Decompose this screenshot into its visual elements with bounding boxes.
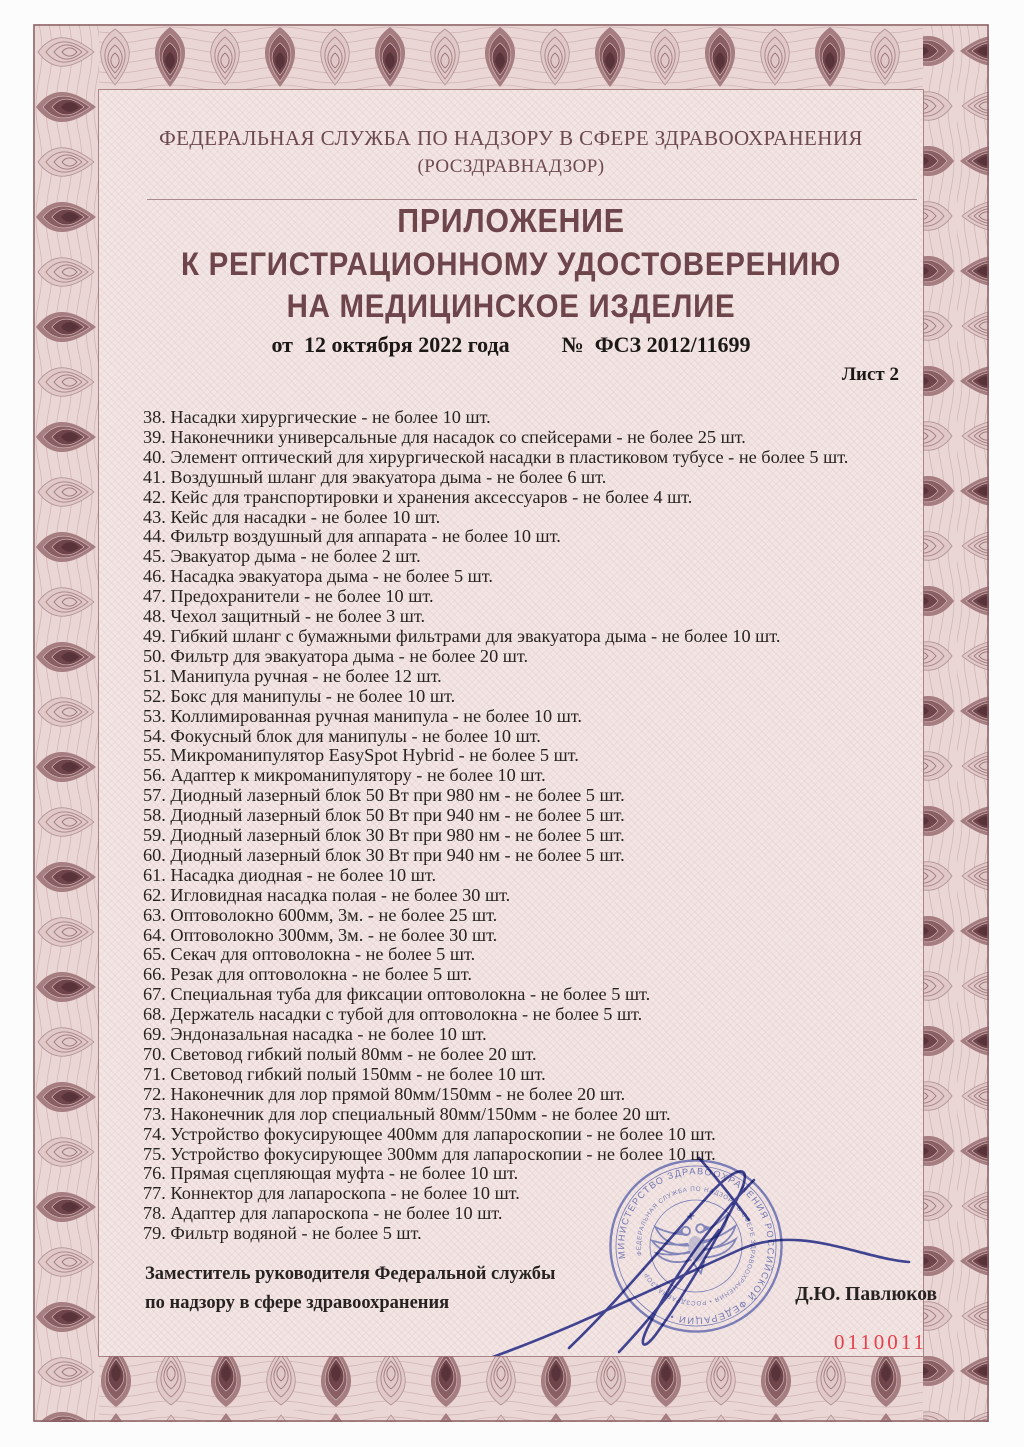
list-item: 70. Световод гибкий полый 80мм - не более 20 шт. xyxy=(143,1044,537,1064)
signatory-role-line2: по надзору в сфере здравоохранения xyxy=(145,1293,450,1313)
signatory-role-line1: Заместитель руководителя Федеральной службы xyxy=(145,1264,556,1284)
list-item: 44. Фильтр воздушный для аппарата - не более 10 шт. xyxy=(143,526,561,547)
agency-name: ФЕДЕРАЛЬНАЯ СЛУЖБА ПО НАДЗОРУ В СФЕРЕ ЗДРАВООХРАНЕНИЯ xyxy=(159,126,863,150)
list-item: 42. Кейс для транспортировки и хранения аксессуаров - не более 4 шт. xyxy=(143,486,693,507)
list-item: 40. Элемент оптический для хирургической насадки в пластиковом тубусе - не более 5 шт. xyxy=(143,446,849,467)
list-item: 60. Диодный лазерный блок 30 Вт при 940 нм - не более 5 шт. xyxy=(143,844,625,865)
list-item: 51. Манипула ручная - не более 12 шт. xyxy=(143,665,442,686)
list-item: 58. Диодный лазерный блок 50 Вт при 940 нм - не более 5 шт. xyxy=(143,805,625,826)
list-item: 46. Насадка эвакуатора дыма - не более 5 шт. xyxy=(143,566,493,587)
registry-number: № ФСЗ 2012/11699 xyxy=(561,332,751,357)
stamp-inner-text: ФЕДЕРАЛЬНАЯ СЛУЖБА ПО НАДЗОРУ В СФЕРЕ ЗДРАВООХРАНЕНИЯ • РОСЗДРАВНАДЗОР • xyxy=(635,1185,757,1307)
list-item: 43. Кейс для насадки - не более 10 шт. xyxy=(143,506,441,527)
list-item: 54. Фокусный блок для манипулы - не более 10 шт. xyxy=(143,725,541,746)
list-item: 50. Фильтр для эвакуатора дыма - не более 20 шт. xyxy=(143,645,529,666)
official-stamp xyxy=(589,1139,802,1352)
list-item: 45. Эвакуатор дыма - не более 2 шт. xyxy=(143,546,421,567)
doc-title-line3: НА МЕДИЦИНСКОЕ ИЗДЕЛИЕ xyxy=(286,288,736,324)
certificate xyxy=(33,24,989,1422)
agency-short-name: (РОСЗДРАВНАДЗОР) xyxy=(417,156,605,177)
list-item: 55. Микроманипулятор EasySpot Hybrid - не более 5 шт. xyxy=(143,745,579,766)
issue-date: от 12 октября 2022 года xyxy=(271,332,510,357)
list-item: 64. Оптоволокно 300мм, 3м. - не более 30 шт. xyxy=(143,924,498,945)
list-item: 66. Резак для оптоволокна - не более 5 шт. xyxy=(143,964,472,985)
list-item: 73. Наконечник для лор специальный 80мм/150мм - не более 20 шт. xyxy=(143,1103,671,1124)
list-item: 67. Специальная туба для фиксации оптоволокна - не более 5 шт. xyxy=(143,984,651,1005)
accessories-list xyxy=(143,408,885,1244)
serial-number: 0110011 xyxy=(834,1330,927,1354)
list-item: 75. Устройство фокусирующее 300мм для лапароскопии - не более 10 шт. xyxy=(143,1143,716,1164)
list-item: 78. Адаптер для лапароскопа - не более 10 шт. xyxy=(143,1203,503,1224)
list-item: 53. Коллимированная ручная манипула - не более 10 шт. xyxy=(143,705,582,726)
list-item: 79. Фильтр водяной - не более 5 шт. xyxy=(143,1223,422,1244)
list-item: 59. Диодный лазерный блок 30 Вт при 980 нм - не более 5 шт. xyxy=(143,825,625,846)
list-item: 68. Держатель насадки с тубой для оптоволокна - не более 5 шт. xyxy=(143,1004,643,1025)
paper-area xyxy=(99,90,937,1356)
list-item: 41. Воздушный шланг для эвакуатора дыма - не более 6 шт. xyxy=(143,466,607,487)
header-divider xyxy=(147,199,917,200)
signatory-name: Д.Ю. Павлюков xyxy=(795,1284,937,1305)
double-headed-eagle-icon xyxy=(649,1206,743,1280)
list-item: 76. Прямая сцепляющая муфта - не более 10 шт. xyxy=(143,1163,519,1184)
sheet-number: Лист 2 xyxy=(841,364,899,385)
list-item: 48. Чехол защитный - не более 3 шт. xyxy=(143,606,426,627)
list-item: 38. Насадки хирургические - не более 10 шт. xyxy=(143,407,491,427)
list-item: 77. Коннектор для лапароскопа - не более 10 шт. xyxy=(143,1183,520,1204)
list-item: 65. Секач для оптоволокна - не более 5 шт. xyxy=(143,944,476,965)
list-item: 39. Наконечники универсальные для насадок со спейсерами - не более 25 шт. xyxy=(143,426,746,447)
list-item: 74. Устройство фокусирующее 400мм для лапароскопии - не более 10 шт. xyxy=(143,1123,716,1144)
list-item: 71. Световод гибкий полый 150мм - не более 10 шт. xyxy=(143,1063,546,1084)
list-item: 61. Насадка диодная - не более 10 шт. xyxy=(143,864,437,885)
issue-line xyxy=(99,332,923,358)
list-item: 69. Эндоназальная насадка - не более 10 шт. xyxy=(143,1024,487,1045)
stamp-outer-text: МИНИСТЕРСТВО ЗДРАВООХРАНЕНИЯ РОССИЙСКОЙ ФЕДЕРАЦИИ • xyxy=(616,1166,776,1326)
list-item: 56. Адаптер к микроманипулятору - не более 10 шт. xyxy=(143,765,546,786)
list-item: 62. Игловидная насадка полая - не более 30 шт. xyxy=(143,884,511,905)
list-item: 49. Гибкий шланг с бумажными фильтрами для эвакуатора дыма - не более 10 шт. xyxy=(143,625,781,646)
list-item: 52. Бокс для манипулы - не более 10 шт. xyxy=(143,685,456,706)
doc-title-line1: ПРИЛОЖЕНИЕ xyxy=(397,202,625,239)
list-item: 72. Наконечник для лор прямой 80мм/150мм - не более 20 шт. xyxy=(143,1083,626,1104)
list-item: 63. Оптоволокно 600мм, 3м. - не более 25 шт. xyxy=(143,904,498,925)
list-item: 57. Диодный лазерный блок 50 Вт при 980 нм - не более 5 шт. xyxy=(143,785,625,806)
doc-title-line2: К РЕГИСТРАЦИОННОМУ УДОСТОВЕРЕНИЮ xyxy=(181,246,841,282)
list-item: 47. Предохранители - не более 10 шт. xyxy=(143,586,434,607)
